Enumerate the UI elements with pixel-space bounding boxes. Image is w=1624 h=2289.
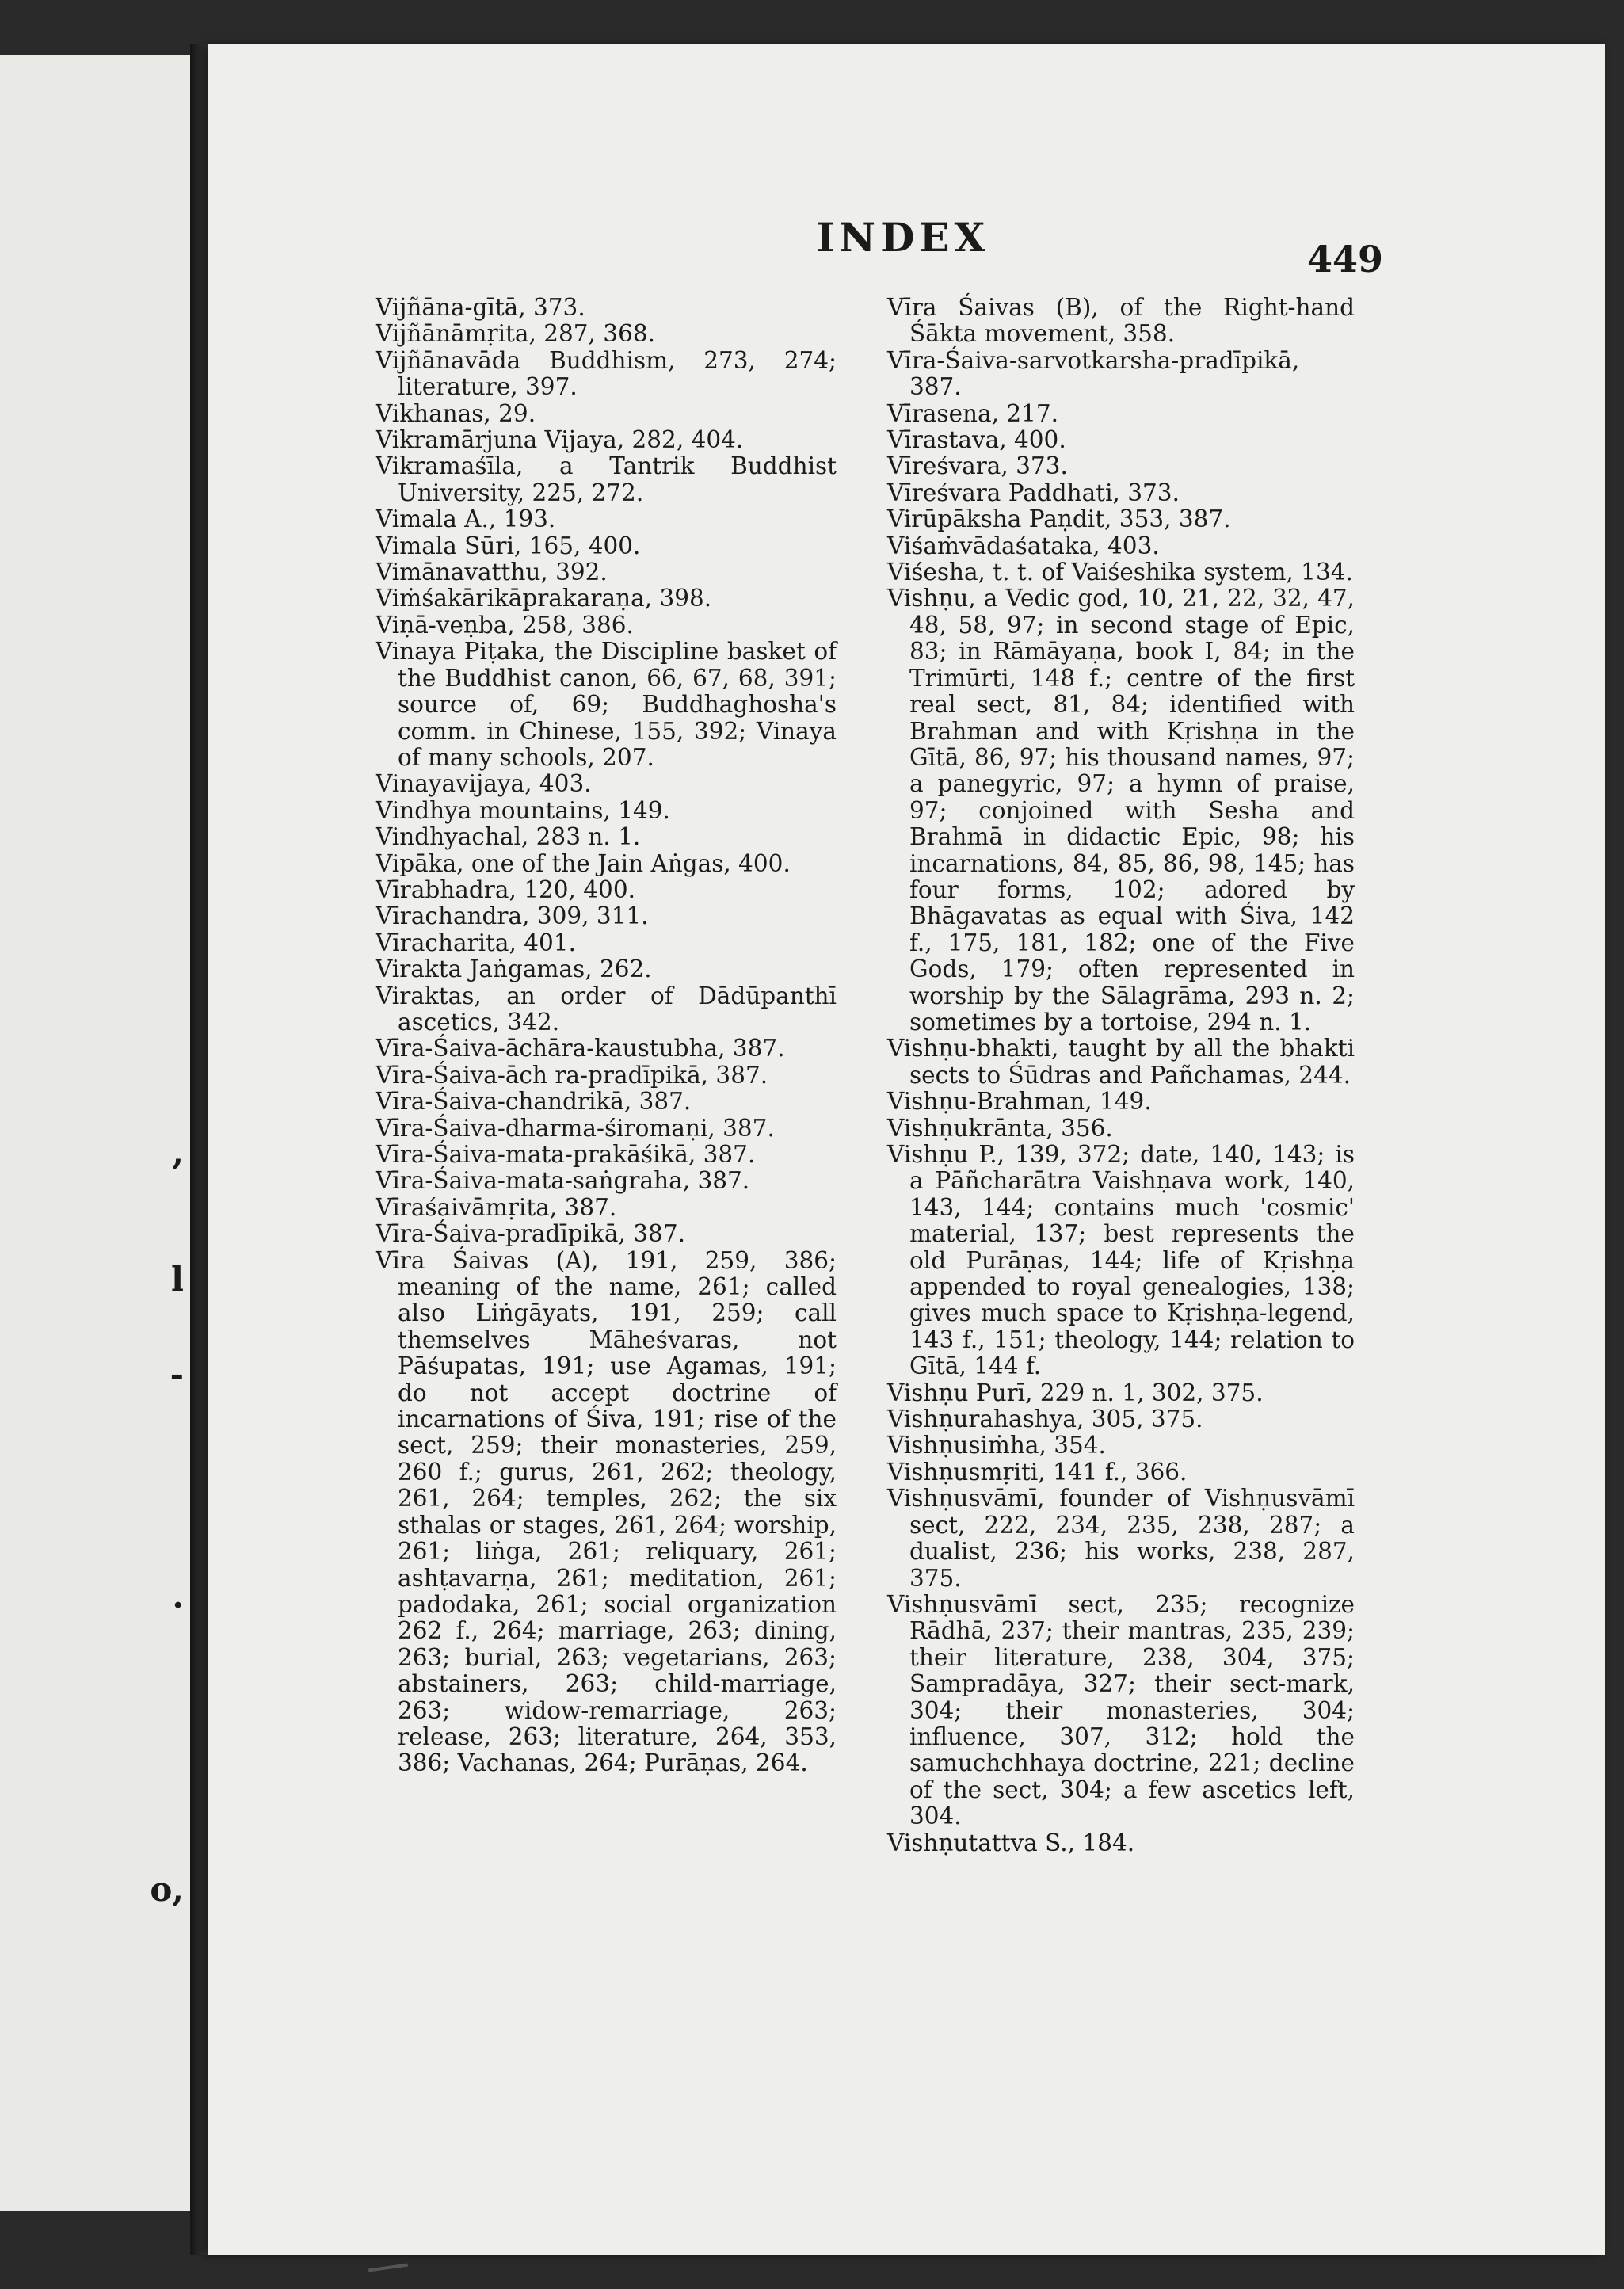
index-column-left — [376, 295, 837, 1777]
index-entry: Vishṇusvāmī, founder of Vishṇusvāmī sect, 222, 234, 235, 238, 287; a dualist, 236; his works, 238, 287, 375. — [887, 1485, 1355, 1592]
index-entry: Vīra-Śaiva-āchāra-kaustubha, 387. — [376, 1035, 785, 1062]
index-entry: Vīra-Śaiva-sarvotkarsha-pradīpikā, 387. — [887, 346, 1300, 401]
index-entry: Vīreśvara Paddhati, 373. — [887, 479, 1180, 506]
index-entry: Vinaya Piṭaka, the Discipline basket of the Buddhist canon, 66, 67, 68, 391; source of, 69; Buddhaghosha's comm. in Chinese, 155, 392; Vinaya of many schools, 207. — [376, 638, 837, 771]
page-edge-fragment: - — [170, 1355, 184, 1394]
index-entry: Vijñānavāda Buddhism, 273, 274; literature, 397. — [376, 346, 837, 401]
index-entry: Vishṇukrānta, 356. — [887, 1114, 1113, 1142]
previous-page-edge — [0, 55, 190, 2211]
index-entry: Vimānavatthu, 392. — [376, 559, 608, 586]
index-entry: Vīra-Śaiva-dharma-śiromaṇi, 387. — [376, 1114, 775, 1142]
index-entry: Vīreśvara, 373. — [887, 452, 1068, 480]
index-entry: Viṁśakārikāprakaraṇa, 398. — [376, 585, 712, 612]
page-number: 449 — [1307, 238, 1384, 280]
index-entry: Vishṇurahashya, 305, 375. — [887, 1406, 1203, 1433]
page-edge-fragment: l — [171, 1260, 184, 1299]
index-entry: Vishṇu P., 139, 372; date, 140, 143; is a Pāñcharātra Vaishṇava work, 140, 143, 144; contains much 'cosmic' material, 137; best represents the old Purāṇas, 144; life of Kṛishṇa appended to royal genealogies, 138; gives much space to Kṛishṇa-legend, 143 f., 151; theology, 144; relation to Gītā, 144 f. — [887, 1141, 1355, 1380]
index-entry: Viśesha, t. t. of Vaiśeshika system, 134. — [887, 559, 1353, 586]
page-edge-fragment: . — [172, 1577, 184, 1616]
index-entry: Vishṇu Purī, 229 n. 1, 302, 375. — [887, 1379, 1264, 1406]
index-entry: Vishṇu-Brahman, 149. — [887, 1088, 1152, 1116]
index-entry: Vikhanas, 29. — [376, 399, 536, 427]
index-entry: Vīra Śaivas (A), 191, 259, 386; meaning of the name, 261; called also Liṅgāyats, 191, 259; call themselves Māheśvaras, not Pāśupatas, 191; use Agamas, 191; do not accept doctrine of incarnations of Śiva, 191; rise of the sect, 259; their monasteries, 259, 260 f.; gurus, 261, 262; theology, 261, 264; temples, 262; the six sthalas or stages, 261, 264; worship, 261; liṅga, 261; reliquary, 261; ashṭavarṇa, 261; meditation, 261; padodaka, 261; social organization 262 f., 264; marriage, 263; dining, 263; burial, 263; vegetarians, 263; abstainers, 263; child-marriage, 263; widow-remarriage, 263; release, 263; literature, 264, 353, 386; Vachanas, 264; Purāṇas, 264. — [376, 1246, 837, 1777]
index-entry: Viṇā-veṇba, 258, 386. — [376, 611, 634, 639]
index-entry: Vijñāna-gītā, 373. — [376, 294, 585, 321]
index-entry: Vīrabhadra, 120, 400. — [376, 876, 635, 903]
index-entry: Vimala Sūri, 165, 400. — [376, 532, 641, 559]
page-title: INDEX — [816, 214, 990, 261]
index-entry: Viraktas, an order of Dādūpanthī ascetics, 342. — [376, 982, 837, 1036]
index-entry: Vimala A., 193. — [376, 505, 556, 533]
scan-mark — [368, 2264, 408, 2272]
page-edge-fragment: , — [172, 1133, 184, 1172]
index-entry: Vishṇutattva S., 184. — [887, 1829, 1135, 1856]
page-edge-fragment: o, — [150, 1870, 184, 1909]
index-entry: Vīrachandra, 309, 311. — [376, 902, 649, 930]
index-entry: Vishṇusiṁha, 354. — [887, 1432, 1106, 1459]
index-entry: Vīra-Śaiva-āch ra-pradīpikā, 387. — [376, 1061, 768, 1089]
index-entry: Vīracharita, 401. — [376, 929, 576, 956]
index-entry: Vīra-Śaiva-mata-prakāśikā, 387. — [376, 1141, 756, 1168]
index-entry: Virakta Jaṅgamas, 262. — [376, 956, 652, 983]
index-entry: Vishṇu, a Vedic god, 10, 21, 22, 32, 47, 48, 58, 97; in second stage of Epic, 83; in Rāmāyaṇa, book I, 84; in the Trimūrti, 148 f.; centre of the first real sect, 81, 84; identified with Brahman and with Kṛishṇa in the Gītā, 86, 97; his thousand names, 97; a panegyric, 97; a hymn of praise, 97; conjoined with Sesha and Brahmā in didactic Epic, 98; his incarnations, 84, 85, 86, 98, 145; has four forms, 102; adored by Bhāgavatas as equal with Śiva, 142 f., 175, 181, 182; one of the Five Gods, 179; often represented in worship by the Sālagrāma, 293 n. 2; sometimes by a tortoise, 294 n. 1. — [887, 585, 1355, 1036]
index-entry: Vīrastava, 400. — [887, 426, 1066, 454]
index-entry: Vindhya mountains, 149. — [376, 796, 670, 824]
index-entry: Vīraśaivāmṛita, 387. — [376, 1193, 617, 1221]
index-entry: Vīra-Śaiva-mata-saṅgraha, 387. — [376, 1167, 750, 1195]
book-gutter — [190, 44, 208, 2255]
index-entry: Vipāka, one of the Jain Aṅgas, 400. — [376, 849, 791, 877]
index-column-right — [887, 295, 1355, 1856]
index-entry: Vīrasena, 217. — [887, 399, 1059, 427]
index-entry: Vijñānāmṛita, 287, 368. — [376, 320, 655, 348]
index-entry: Viśaṁvādaśataka, 403. — [887, 532, 1160, 559]
index-entry: Virūpāksha Paṇdit, 353, 387. — [887, 505, 1231, 533]
index-entry: Vishṇusvāmī sect, 235; recognize Rādhā, 237; their mantras, 235, 239; their literature, 238, 304, 375; Sampradāya, 327; their sect-mark, 304; their monasteries, 304; influence, 307, 312; hold the samuchchhaya doctrine, 221; decline of the sect, 304; a few ascetics left, 304. — [887, 1590, 1355, 1830]
index-entry: Vikramārjuna Vijaya, 282, 404. — [376, 426, 744, 454]
index-entry: Vishṇusmṛiti, 141 f., 366. — [887, 1458, 1188, 1486]
index-entry: Vinayavijaya, 403. — [376, 770, 592, 798]
index-entry: Vīra Śaivas (B), of the Right-hand Śākta movement, 358. — [887, 294, 1355, 348]
index-entry: Vīra-Śaiva-chandrikā, 387. — [376, 1088, 692, 1116]
index-entry: Vindhyachal, 283 n. 1. — [376, 823, 641, 851]
index-entry: Vishṇu-bhakti, taught by all the bhakti sects to Śūdras and Pañchamas, 244. — [887, 1035, 1355, 1089]
index-entry: Vikramaśīla, a Tantrik Buddhist University, 225, 272. — [376, 452, 837, 506]
index-entry: Vīra-Śaiva-pradīpikā, 387. — [376, 1220, 685, 1248]
